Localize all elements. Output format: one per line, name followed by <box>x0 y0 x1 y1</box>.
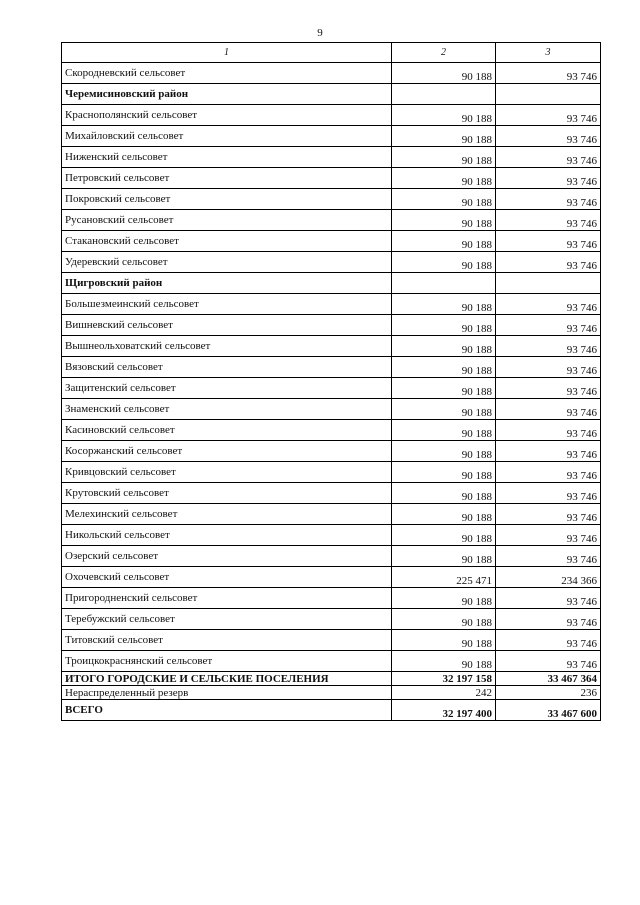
table-body <box>62 63 601 721</box>
value-col-2: 90 188 <box>392 399 496 420</box>
value-col-2 <box>392 273 496 294</box>
row-name: Знаменский сельсовет <box>62 399 392 420</box>
value-col-2: 32 197 400 <box>392 700 496 721</box>
table-row <box>62 189 601 210</box>
row-name: Черемисиновский район <box>62 84 392 105</box>
row-name: Титовский сельсовет <box>62 630 392 651</box>
value-col-3: 93 746 <box>496 525 601 546</box>
table-row <box>62 378 601 399</box>
value-col-2: 90 188 <box>392 336 496 357</box>
value-col-3: 93 746 <box>496 336 601 357</box>
value-col-3: 93 746 <box>496 630 601 651</box>
value-col-3: 93 746 <box>496 609 601 630</box>
value-col-3: 93 746 <box>496 294 601 315</box>
value-col-3: 93 746 <box>496 189 601 210</box>
value-col-3: 93 746 <box>496 441 601 462</box>
value-col-2: 90 188 <box>392 651 496 672</box>
table-row <box>62 483 601 504</box>
row-name: Пригородненский сельсовет <box>62 588 392 609</box>
value-col-2: 90 188 <box>392 378 496 399</box>
row-name: Троицкокраснянский сельсовет <box>62 651 392 672</box>
table-row <box>62 147 601 168</box>
table-row <box>62 399 601 420</box>
row-name: Нераспределенный резерв <box>62 686 392 700</box>
row-name: Петровский сельсовет <box>62 168 392 189</box>
column-header-1: 1 <box>62 43 392 63</box>
value-col-3: 93 746 <box>496 252 601 273</box>
value-col-3: 93 746 <box>496 504 601 525</box>
row-name: Теребужский сельсовет <box>62 609 392 630</box>
value-col-2: 90 188 <box>392 147 496 168</box>
row-name: Косоржанский сельсовет <box>62 441 392 462</box>
table-row <box>62 504 601 525</box>
value-col-3: 93 746 <box>496 462 601 483</box>
value-col-3: 93 746 <box>496 168 601 189</box>
value-col-3: 93 746 <box>496 105 601 126</box>
value-col-2: 90 188 <box>392 420 496 441</box>
row-name: Касиновский сельсовет <box>62 420 392 441</box>
value-col-2: 90 188 <box>392 462 496 483</box>
table-row <box>62 441 601 462</box>
row-name: Мелехинский сельсовет <box>62 504 392 525</box>
value-col-2: 90 188 <box>392 357 496 378</box>
row-name: Ниженский сельсовет <box>62 147 392 168</box>
row-name: Защитенский сельсовет <box>62 378 392 399</box>
value-col-2: 90 188 <box>392 105 496 126</box>
table-row <box>62 105 601 126</box>
row-name: ВСЕГО <box>62 700 392 721</box>
value-col-2: 90 188 <box>392 315 496 336</box>
page-number: 9 <box>317 27 323 39</box>
value-col-3: 236 <box>496 686 601 700</box>
column-header-2: 2 <box>392 43 496 63</box>
value-col-3: 93 746 <box>496 210 601 231</box>
table-row <box>62 63 601 84</box>
value-col-2: 90 188 <box>392 252 496 273</box>
value-col-2: 90 188 <box>392 126 496 147</box>
budget-table <box>61 42 601 721</box>
value-col-2: 242 <box>392 686 496 700</box>
value-col-2: 90 188 <box>392 231 496 252</box>
row-name: Большезмеинский сельсовет <box>62 294 392 315</box>
value-col-2: 90 188 <box>392 588 496 609</box>
value-col-2: 32 197 158 <box>392 672 496 686</box>
value-col-2: 90 188 <box>392 63 496 84</box>
value-col-2: 90 188 <box>392 609 496 630</box>
value-col-3: 93 746 <box>496 315 601 336</box>
table-row <box>62 210 601 231</box>
value-col-2: 90 188 <box>392 546 496 567</box>
value-col-3: 93 746 <box>496 651 601 672</box>
value-col-3: 93 746 <box>496 147 601 168</box>
row-name: Удеревский сельсовет <box>62 252 392 273</box>
value-col-2: 90 188 <box>392 525 496 546</box>
value-col-3: 33 467 600 <box>496 700 601 721</box>
column-header-3: 3 <box>496 43 601 63</box>
value-col-2: 90 188 <box>392 483 496 504</box>
value-col-2: 90 188 <box>392 441 496 462</box>
table-row <box>62 462 601 483</box>
row-name: Скороднeвский сельсовет <box>62 63 392 84</box>
table-row <box>62 294 601 315</box>
value-col-3 <box>496 273 601 294</box>
table-row <box>62 126 601 147</box>
table-row <box>62 588 601 609</box>
row-name: Стакановский сельсовет <box>62 231 392 252</box>
table-row <box>62 336 601 357</box>
value-col-3: 93 746 <box>496 399 601 420</box>
value-col-3: 93 746 <box>496 483 601 504</box>
value-col-2: 90 188 <box>392 504 496 525</box>
row-name: Вишневский сельсовет <box>62 315 392 336</box>
row-name: Кривцовский сельсовет <box>62 462 392 483</box>
value-col-2: 90 188 <box>392 168 496 189</box>
value-col-3: 93 746 <box>496 546 601 567</box>
table-row <box>62 651 601 672</box>
table-row <box>62 546 601 567</box>
district-header-row <box>62 273 601 294</box>
district-header-row <box>62 84 601 105</box>
reserve-row <box>62 686 601 700</box>
table-row <box>62 168 601 189</box>
value-col-2: 90 188 <box>392 210 496 231</box>
table-row <box>62 420 601 441</box>
row-name: ИТОГО ГОРОДСКИЕ И СЕЛЬСКИЕ ПОСЕЛЕНИЯ <box>62 672 392 686</box>
value-col-2: 90 188 <box>392 294 496 315</box>
value-col-2 <box>392 84 496 105</box>
table-row <box>62 315 601 336</box>
value-col-2: 90 188 <box>392 189 496 210</box>
row-name: Вязовский сельсовет <box>62 357 392 378</box>
row-name: Крутовский сельсовет <box>62 483 392 504</box>
row-name: Никольский сельсовет <box>62 525 392 546</box>
table-row <box>62 357 601 378</box>
table-row <box>62 567 601 588</box>
row-name: Русановский сельсовет <box>62 210 392 231</box>
value-col-3 <box>496 84 601 105</box>
value-col-3: 93 746 <box>496 126 601 147</box>
row-name: Покровский сельсовет <box>62 189 392 210</box>
table-row <box>62 252 601 273</box>
row-name: Краснополянский сельсовет <box>62 105 392 126</box>
table-row <box>62 231 601 252</box>
value-col-3: 234 366 <box>496 567 601 588</box>
row-name: Охочевский сельсовет <box>62 567 392 588</box>
row-name: Щигровский район <box>62 273 392 294</box>
grand-total-row <box>62 700 601 721</box>
table-row <box>62 630 601 651</box>
value-col-3: 93 746 <box>496 588 601 609</box>
value-col-3: 93 746 <box>496 357 601 378</box>
value-col-3: 93 746 <box>496 420 601 441</box>
value-col-2: 90 188 <box>392 630 496 651</box>
value-col-3: 93 746 <box>496 231 601 252</box>
value-col-3: 93 746 <box>496 378 601 399</box>
table-header-row <box>62 43 601 63</box>
table-row <box>62 609 601 630</box>
value-col-2: 225 471 <box>392 567 496 588</box>
row-name: Озерский сельсовет <box>62 546 392 567</box>
row-name: Михайловский сельсовет <box>62 126 392 147</box>
table-row <box>62 525 601 546</box>
row-name: Вышнеольховатский сельсовет <box>62 336 392 357</box>
value-col-3: 93 746 <box>496 63 601 84</box>
subtotal-row <box>62 672 601 686</box>
value-col-3: 33 467 364 <box>496 672 601 686</box>
